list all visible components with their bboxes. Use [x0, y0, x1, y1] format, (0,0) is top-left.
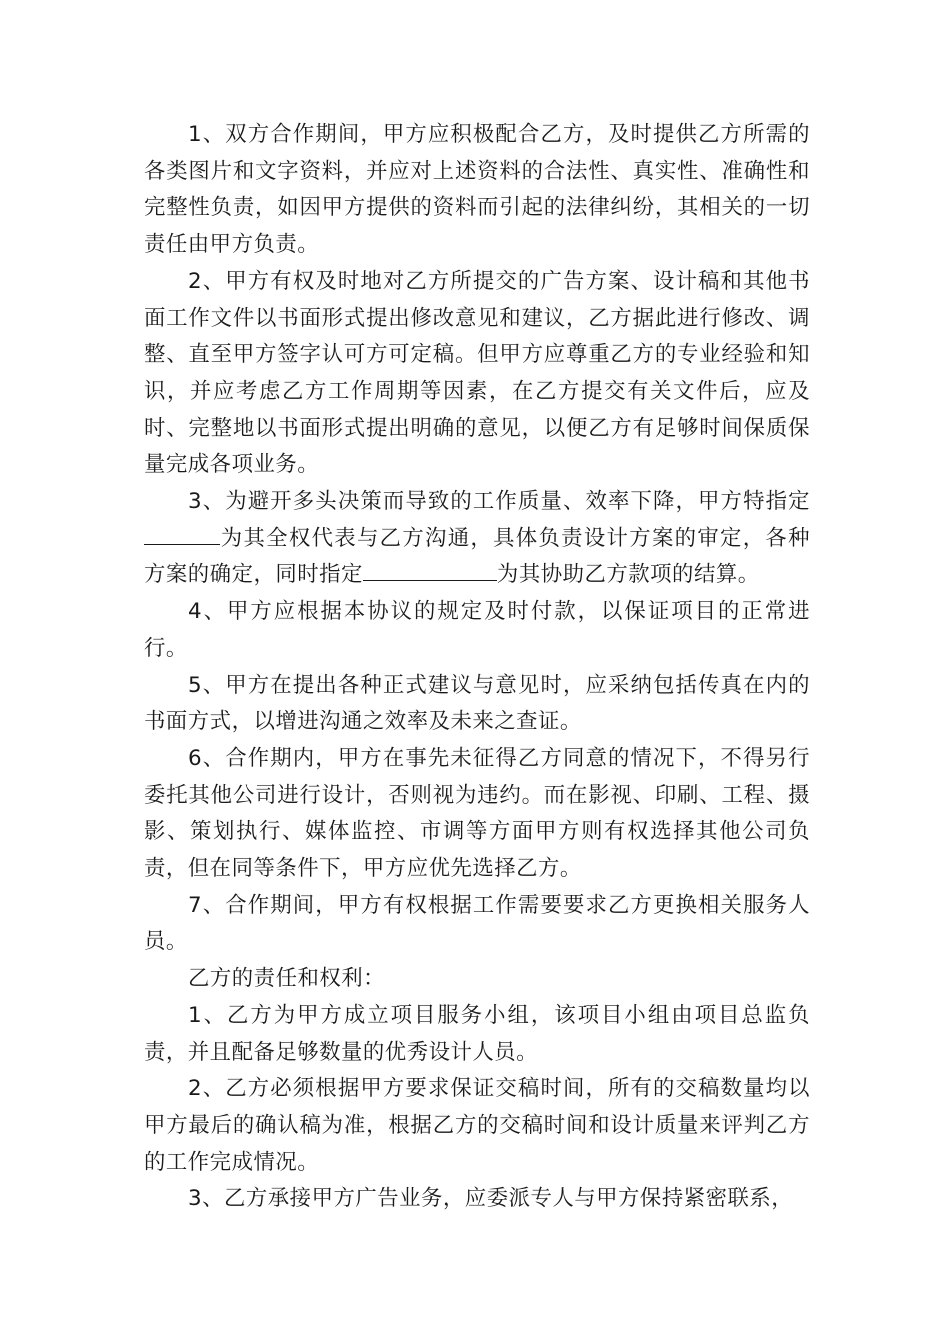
blank-line-representative: [144, 521, 220, 544]
clause-3-text-part3: 为其协助乙方款项的结算。: [496, 562, 760, 588]
blank-line-settlement: [363, 558, 497, 581]
party-b-clause-3-paragraph: 3、乙方承接甲方广告业务，应委派专人与甲方保持紧密联系，: [188, 1186, 794, 1212]
clause-5-paragraph: 5、甲方在提出各种正式建议与意见时，应采纳包括传真在内的书面方式，以增进沟通之效率及未来之查证。: [144, 672, 810, 735]
party-b-clause-2-paragraph: 2、乙方必须根据甲方要求保证交稿时间，所有的交稿数量均以甲方最后的确认稿为准，根据乙方的交稿时间和设计质量来评判乙方的工作完成情况。: [144, 1076, 810, 1175]
clause-6-paragraph: 6、合作期内，甲方在事先未征得乙方同意的情况下，不得另行委托其他公司进行设计，否则视为违约。而在影视、印刷、工程、摄影、策划执行、媒体监控、市调等方面甲方则有权选择其他公司负责，但在同等条件下，甲方应优先选择乙方。: [144, 745, 810, 882]
party-b-section-heading: 乙方的责任和权利：: [188, 966, 386, 992]
clause-3-paragraph: [144, 484, 810, 594]
document-body: [144, 117, 810, 1218]
clause-2-paragraph: 2、甲方有权及时地对乙方所提交的广告方案、设计稿和其他书面工作文件以书面形式提出修改意见和建议，乙方据此进行修改、调整、直至甲方签字认可方可定稿。但甲方应尊重乙方的专业经验和知识，并应考虑乙方工作周期等因素，在乙方提交有关文件后，应及时、完整地以书面形式提出明确的意见，以便乙方有足够时间保质保量完成各项业务。: [144, 268, 810, 478]
clause-1-paragraph: 1、双方合作期间，甲方应积极配合乙方，及时提供乙方所需的各类图片和文字资料，并应对上述资料的合法性、真实性、准确性和完整性负责，如因甲方提供的资料而引起的法律纠纷，其相关的一切责任由甲方负责。: [144, 122, 810, 258]
clause-3-text-part1: 3、为避开多头决策而导致的工作质量、效率下降，甲方特指定: [188, 489, 810, 515]
party-b-clause-1-paragraph: 1、乙方为甲方成立项目服务小组，该项目小组由项目总监负责，并且配备足够数量的优秀设计人员。: [144, 1002, 810, 1065]
clause-3-text-part2: 为其全权代表与乙方沟通，具体负责设计方案的审定，各种方案的确定，同时指定: [144, 525, 810, 588]
clause-4-paragraph: 4、甲方应根据本协议的规定及时付款，以保证项目的正常进行。: [144, 599, 810, 661]
clause-7-paragraph: 7、合作期间，甲方有权根据工作需要要求乙方更换相关服务人员。: [144, 892, 810, 955]
